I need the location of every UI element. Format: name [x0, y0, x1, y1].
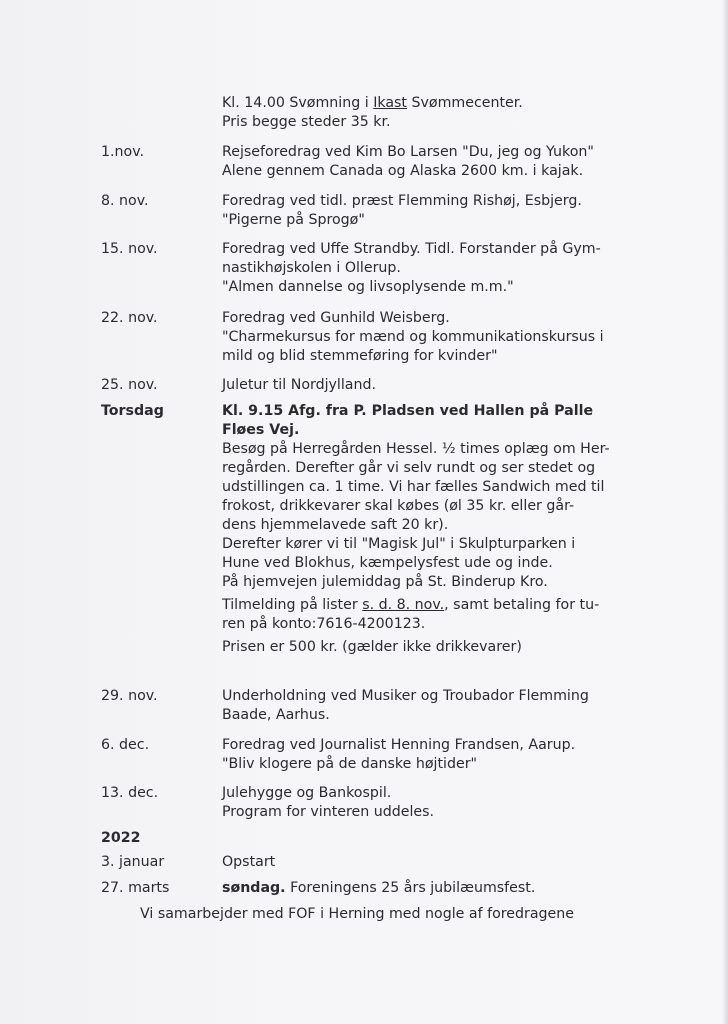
- event-line: Foredrag ved Uffe Strandby. Tidl. Forstander på Gym-: [222, 241, 601, 257]
- event-line: Foredrag ved tidl. præst Flemming Rishøj, Esbjerg.: [222, 193, 582, 209]
- event-line: Julehygge og Bankospil.: [222, 785, 392, 801]
- intro-line-2: Pris begge steder 35 kr.: [222, 114, 391, 130]
- event-date: 22. nov.: [101, 310, 158, 326]
- trip-line: regården. Derefter går vi selv rundt og ser stedet og: [222, 460, 596, 476]
- event-line: Foredrag ved Journalist Henning Frandsen, Aarup.: [222, 737, 576, 753]
- event-date: 13. dec.: [101, 785, 159, 801]
- signup-line-2: ren på konto:7616-4200123.: [222, 616, 426, 632]
- event-date: 29. nov.: [101, 688, 158, 704]
- trip-line: Derefter kører vi til "Magisk Jul" i Skulpturparken i: [222, 536, 576, 552]
- footer-note: Vi samarbejder med FOF i Herning med nogle af foredragene: [140, 906, 574, 922]
- trip-price: Prisen er 500 kr. (gælder ikke drikkevarer): [222, 639, 522, 655]
- event-line: "Pigerne på Sprogø": [222, 212, 365, 228]
- event-line: Baade, Aarhus.: [222, 707, 330, 723]
- event-line: Juletur til Nordjylland.: [222, 377, 377, 393]
- trip-heading: Kl. 9.15 Afg. fra P. Pladsen ved Hallen på Palle: [222, 403, 594, 419]
- trip-line: Hune ved Blokhus, kæmpelysfest ude og inde.: [222, 555, 553, 571]
- event-date: 6. dec.: [101, 737, 150, 753]
- trip-day: Torsdag: [101, 403, 164, 419]
- ikast-underlined: Ikast: [373, 95, 407, 111]
- event-line: Alene gennem Canada og Alaska 2600 km. i kajak.: [222, 163, 584, 179]
- event-line: nastikhøjskolen i Ollerup.: [222, 260, 401, 276]
- event-date: 25. nov.: [101, 377, 158, 393]
- event-line: Foredrag ved Gunhild Weisberg.: [222, 310, 450, 326]
- trip-line: udstillingen ca. 1 time. Vi har fælles Sandwich med til: [222, 479, 605, 495]
- event-date: 27. marts: [101, 880, 170, 896]
- event-line: Underholdning ved Musiker og Troubador Flemming: [222, 688, 589, 704]
- event-date: 1.nov.: [101, 144, 145, 160]
- event-date: 8. nov.: [101, 193, 149, 209]
- trip-line: Besøg på Herregården Hessel. ½ times oplæg om Her-: [222, 441, 610, 457]
- event-date: 15. nov.: [101, 241, 158, 257]
- event-date: 3. januar: [101, 854, 165, 870]
- trip-line: På hjemvejen julemiddag på St. Binderup Kro.: [222, 574, 548, 590]
- weekday-bold: søndag.: [222, 880, 286, 896]
- event-line: "Charmekursus for mænd og kommunikationskursus i: [222, 329, 604, 345]
- year-heading: 2022: [101, 830, 141, 846]
- event-line: Opstart: [222, 854, 276, 870]
- trip-line: dens hjemmelavede saft 20 kr).: [222, 517, 449, 533]
- page-edge-shadow: [722, 0, 728, 1024]
- trip-line: frokost, drikkevarer skal købes (øl 35 kr. eller går-: [222, 498, 575, 514]
- signup-line: Tilmelding på lister s. d. 8. nov., samt betaling for tu-: [222, 597, 600, 613]
- event-line: Program for vinteren uddeles.: [222, 804, 435, 820]
- event-line: Rejseforedrag ved Kim Bo Larsen "Du, jeg og Yukon": [222, 144, 594, 160]
- event-line: mild og blid stemmeføring for kvinder": [222, 348, 498, 364]
- event-line: søndag. Foreningens 25 års jubilæumsfest.: [222, 880, 536, 896]
- event-line: "Almen dannelse og livsoplysende m.m.": [222, 279, 514, 295]
- intro-line-1: Kl. 14.00 Svømning i Ikast Svømmecenter.: [222, 95, 523, 111]
- trip-heading: Fløes Vej.: [222, 422, 300, 438]
- event-line: "Bliv klogere på de danske højtider": [222, 756, 478, 772]
- signup-deadline: s. d. 8. nov.: [362, 597, 445, 613]
